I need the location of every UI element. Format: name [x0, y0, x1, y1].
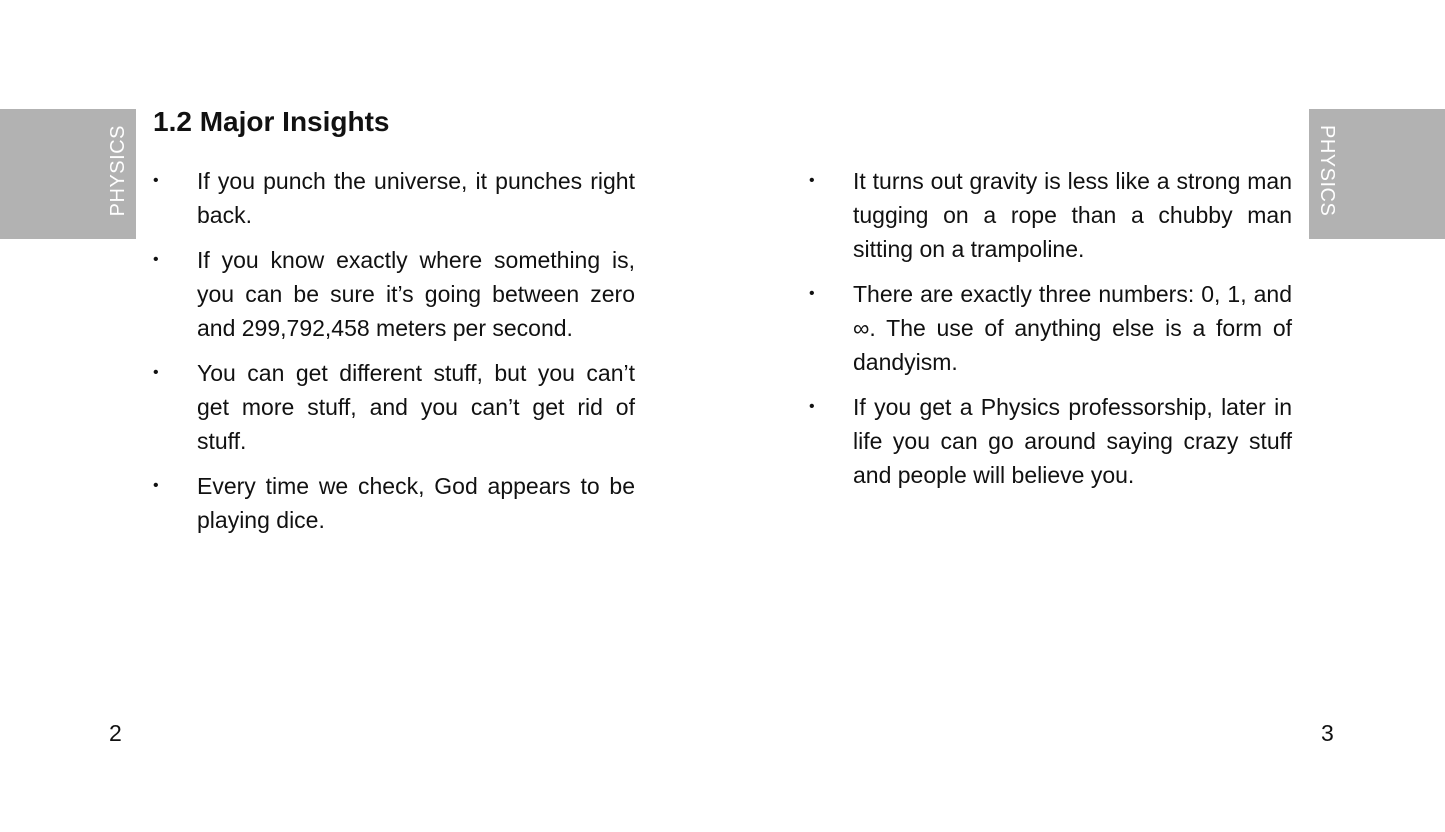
chapter-tab-left: [0, 109, 136, 239]
bullet-icon: •: [809, 285, 815, 302]
page-number-left: 2: [109, 720, 122, 746]
list-item: [809, 164, 1292, 266]
list-item-text: If you know exactly where something is, you can be sure it’s going between zero and 299,792,458 meters per second.: [197, 247, 635, 341]
section-title: 1.2 Major Insights: [153, 106, 390, 137]
page-number-right: 3: [1321, 720, 1334, 746]
list-item-text: You can get different stuff, but you can’t get more stuff, and you can’t get rid of stuff.: [197, 360, 635, 454]
list-item-text: If you punch the universe, it punches right back.: [197, 168, 635, 228]
list-item-text: Every time we check, God appears to be playing dice.: [197, 473, 635, 533]
bullet-icon: •: [153, 251, 159, 268]
bullet-icon: •: [153, 364, 159, 381]
bullet-icon: •: [809, 172, 815, 189]
list-item: [809, 390, 1292, 492]
chapter-tab-label-left: PHYSICS: [107, 125, 129, 217]
list-item: [153, 243, 635, 345]
chapter-tab-label-right: PHYSICS: [1316, 125, 1338, 217]
bullet-list-left: [153, 164, 635, 548]
bullet-icon: •: [153, 172, 159, 189]
bullet-icon: •: [153, 477, 159, 494]
list-item: [153, 469, 635, 537]
list-item-text: There are exactly three numbers: 0, 1, and ∞. The use of anything else is a form of dandyism.: [853, 281, 1292, 375]
bullet-icon: •: [809, 398, 815, 415]
list-item: [153, 356, 635, 458]
list-item-text: It turns out gravity is less like a strong man tugging on a rope than a chubby man sitting on a trampoline.: [853, 168, 1292, 262]
list-item: [153, 164, 635, 232]
bullet-list-right: [809, 164, 1292, 503]
chapter-tab-right: [1309, 109, 1445, 239]
list-item-text: If you get a Physics professorship, later in life you can go around saying crazy stuff and people will believe you.: [853, 394, 1292, 488]
list-item: [809, 277, 1292, 379]
